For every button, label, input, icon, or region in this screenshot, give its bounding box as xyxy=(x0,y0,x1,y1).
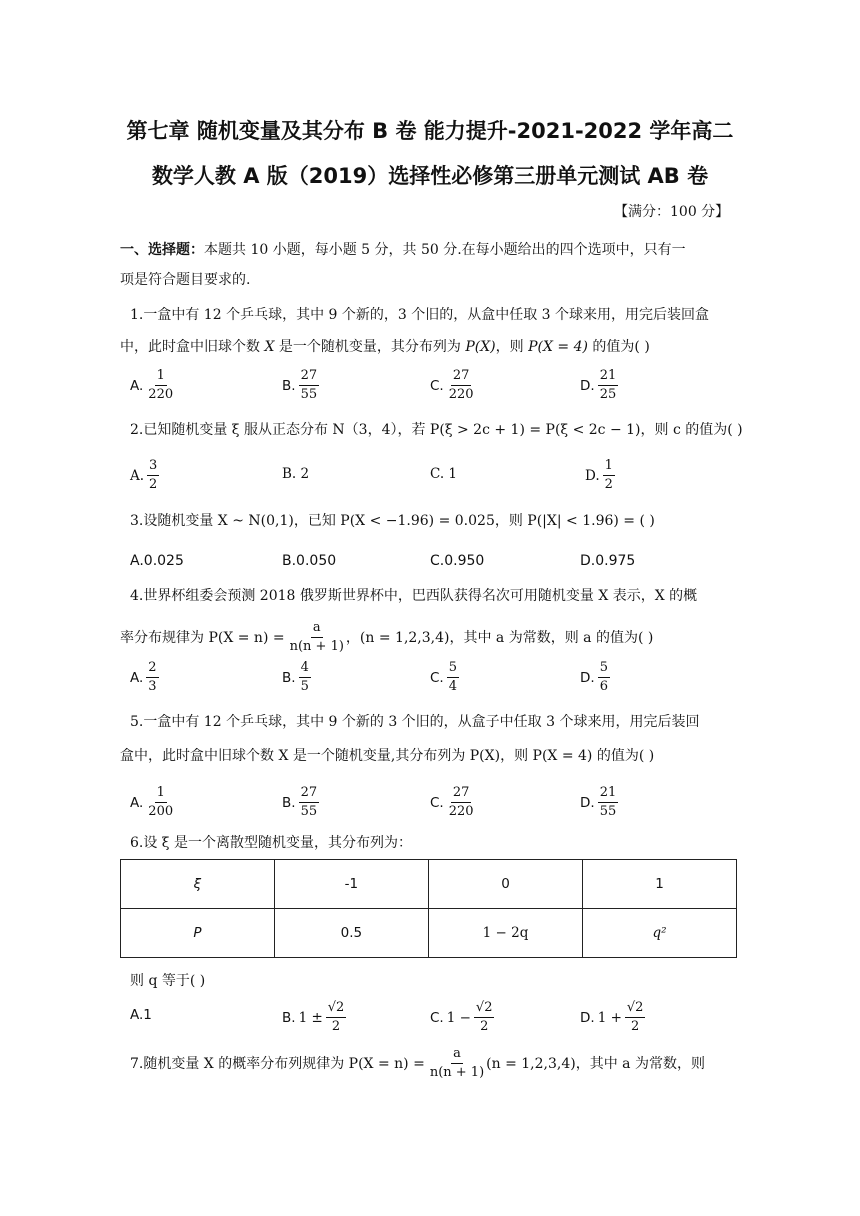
q3-option-a: A.0.025 xyxy=(130,553,184,569)
q3-option-c: C.0.950 xyxy=(430,553,485,569)
q4-option-a: A. $\frac{2}{3}$ xyxy=(130,660,157,694)
q3-option-b: B.0.050 xyxy=(282,553,337,569)
q2-option-c: C. 1 xyxy=(430,466,458,482)
q5-line1: 5.一盒中有 12 个乒乓球，其中 9 个新的 3 个旧的，从盒子中任取 3 个球来用，用完后装回 xyxy=(130,714,700,730)
q2-option-d: D. $\frac{1}{2}$ xyxy=(585,458,613,492)
q6-after: 则 q 等于( ) xyxy=(130,973,206,989)
table-row xyxy=(121,909,737,958)
table-row xyxy=(121,860,737,909)
page-title-line1: 第七章 随机变量及其分布 B 卷 能力提升-2021-2022 学年高二 xyxy=(126,119,734,143)
q2-option-b: B. 2 xyxy=(282,466,310,482)
q7-line: 7.随机变量 X 的概率分布列规律为 P(X = n) = $\frac{a}{n(n + 1)}$ (n = 1,2,3,4)，其中 a 为常数，则 xyxy=(130,1046,705,1080)
q5-option-d: D. $\frac{21}{55}$ xyxy=(580,785,617,819)
page-title-line2: 数学人教 A 版（2019）选择性必修第三册单元测试 AB 卷 xyxy=(151,164,709,188)
q1-line2: 中，此时盒中旧球个数 X 是一个随机变量，其分布列为 P(X)，则 P(X = 4) 的值为( ) xyxy=(120,339,650,355)
q1-line1: 1.一盒中有 12 个乒乓球，其中 9 个新的，3 个旧的，从盒中任取 3 个球来用，用完后装回盒 xyxy=(130,307,710,323)
section-text-1: 本题共 10 小题，每小题 5 分，共 50 分.在每小题给出的四个选项中，只有一 xyxy=(204,242,686,258)
q6-option-b: B. 1 ± $\frac{√2}{2}$ xyxy=(282,1000,345,1034)
q4-option-d: D. $\frac{5}{6}$ xyxy=(580,660,608,694)
table-cell: 1 − 2q xyxy=(428,909,582,958)
full-score: 【满分：100 分】 xyxy=(614,204,730,220)
q1-option-b: B. $\frac{27}{55}$ xyxy=(282,368,318,402)
q6-option-c: C. 1 − $\frac{√2}{2}$ xyxy=(430,1000,493,1034)
q5-line2: 盒中，此时盒中旧球个数 X 是一个随机变量,其分布列为 P(X)，则 P(X = 4) 的值为( ) xyxy=(120,748,655,764)
q5-option-a: A. $\frac{1}{200}$ xyxy=(130,785,174,819)
q1-option-a: A. $\frac{1}{220}$ xyxy=(130,368,174,402)
table-cell: ξ xyxy=(121,860,275,909)
section-label: 一、选择题： xyxy=(120,242,204,258)
table-cell: 0.5 xyxy=(274,909,428,958)
q3-line: 3.设随机变量 X ~ N(0,1)，已知 P(X < −1.96) = 0.025，则 P(|X| < 1.96) = ( ) xyxy=(130,513,655,529)
q5-option-c: C. $\frac{27}{220}$ xyxy=(430,785,474,819)
q2-option-a: A. $\frac{3}{2}$ xyxy=(130,458,158,492)
q4-option-c: C. $\frac{5}{4}$ xyxy=(430,660,457,694)
q4-line2: 率分布规律为 P(X = n) = $\frac{a}{n(n + 1)}$ ，(n = 1,2,3,4)，其中 a 为常数，则 a 的值为( ) xyxy=(120,620,654,654)
q1-option-d: D. $\frac{21}{25}$ xyxy=(580,368,617,402)
table-cell: 0 xyxy=(428,860,582,909)
q6-line: 6.设 ξ 是一个离散型随机变量，其分布列为： xyxy=(130,835,412,851)
q5-option-b: B. $\frac{27}{55}$ xyxy=(282,785,318,819)
q1-option-c: C. $\frac{27}{220}$ xyxy=(430,368,474,402)
table-cell: 1 xyxy=(583,860,737,909)
q4-option-b: B. $\frac{4}{5}$ xyxy=(282,660,309,694)
q4-line1: 4.世界杯组委会预测 2018 俄罗斯世界杯中，巴西队获得名次可用随机变量 X 表示，X 的概 xyxy=(130,588,698,604)
section-heading xyxy=(120,240,686,260)
table-cell: P xyxy=(121,909,275,958)
section-text-2: 项是符合题目要求的. xyxy=(120,272,251,288)
q2-line: 2.已知随机变量 ξ 服从正态分布 N（3，4），若 P(ξ > 2c + 1) = P(ξ < 2c − 1)，则 c 的值为( ) xyxy=(130,422,743,438)
table-cell: -1 xyxy=(274,860,428,909)
q3-option-d: D.0.975 xyxy=(580,553,636,569)
distribution-table xyxy=(120,859,737,958)
q6-option-d: D. 1 + $\frac{√2}{2}$ xyxy=(580,1000,644,1034)
table-cell: q² xyxy=(583,909,737,958)
q6-option-a: A.1 xyxy=(130,1007,152,1023)
